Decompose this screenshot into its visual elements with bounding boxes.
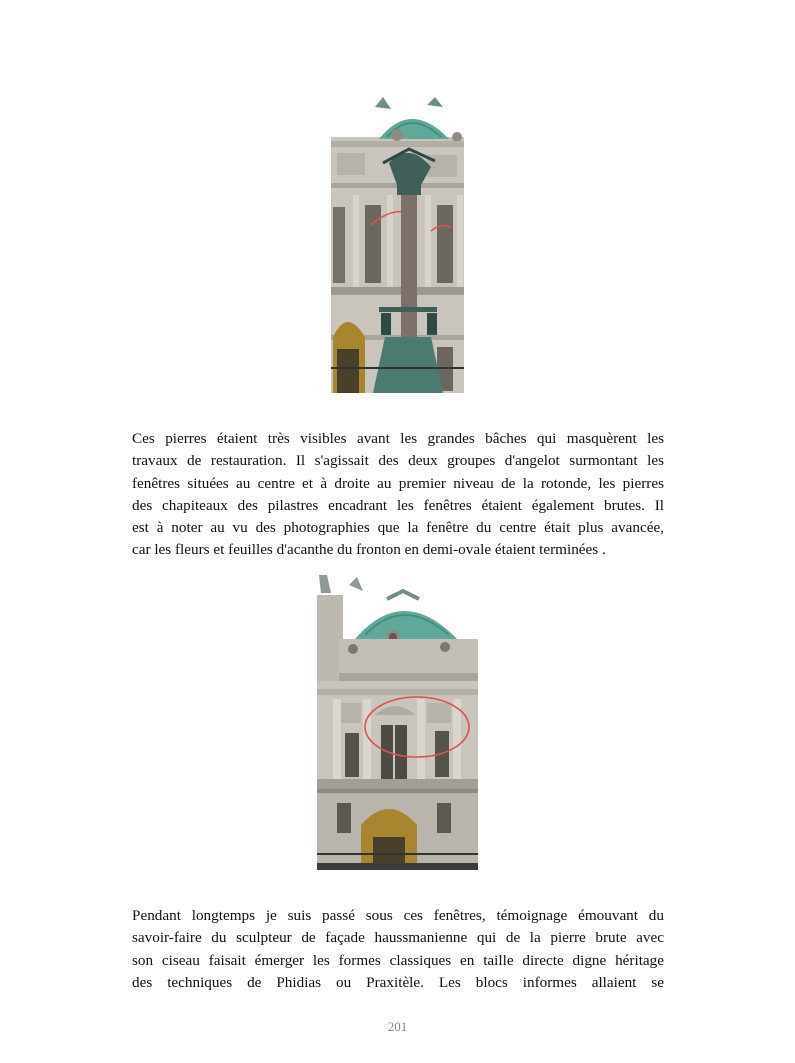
paragraph-1-line: fenêtres situées au centre et à droite au premier niveau de la rotonde, les pierres [132, 474, 664, 492]
paragraph-1-line: car les fleurs et feuilles d'acanthe du fronton en demi-ovale étaient terminées . [132, 541, 606, 559]
paragraph-2-line: son ciseau faisait émerger les formes classiques en taille directe digne héritage [132, 951, 664, 969]
body-paragraph-2 [132, 905, 664, 994]
body-paragraph-1 [132, 428, 664, 562]
paragraph-1-line: Ces pierres étaient très visibles avant les grandes bâches qui masquèrent les [132, 430, 664, 447]
paragraph-1-line: travaux de restauration. Il s'agissait des deux groupes d'angelot surmontant les [132, 452, 664, 470]
paragraph-2-line: Pendant longtemps je suis passé sous ces fenêtres, témoignage émouvant du [132, 907, 664, 924]
photo-rotunda-lamppost [331, 97, 464, 393]
photo-rotunda-circled-window-image [317, 575, 478, 870]
photo-rotunda-circled-window [317, 575, 478, 870]
paragraph-2-line: savoir-faire du sculpteur de façade haussmanienne qui de la pierre brute avec [132, 929, 664, 947]
paragraph-1-line: des chapiteaux des pilastres encadrant les fenêtres étaient également brutes. Il [132, 496, 664, 514]
photo-rotunda-lamppost-image [331, 97, 464, 393]
page-number: 201 [387, 1019, 408, 1034]
paragraph-1-line: est à noter au vu des photographies que la fenêtre du centre était plus avancée, [132, 519, 664, 537]
paragraph-2-line: des techniques de Phidias ou Praxitèle. Les blocs informes allaient se [132, 973, 664, 991]
